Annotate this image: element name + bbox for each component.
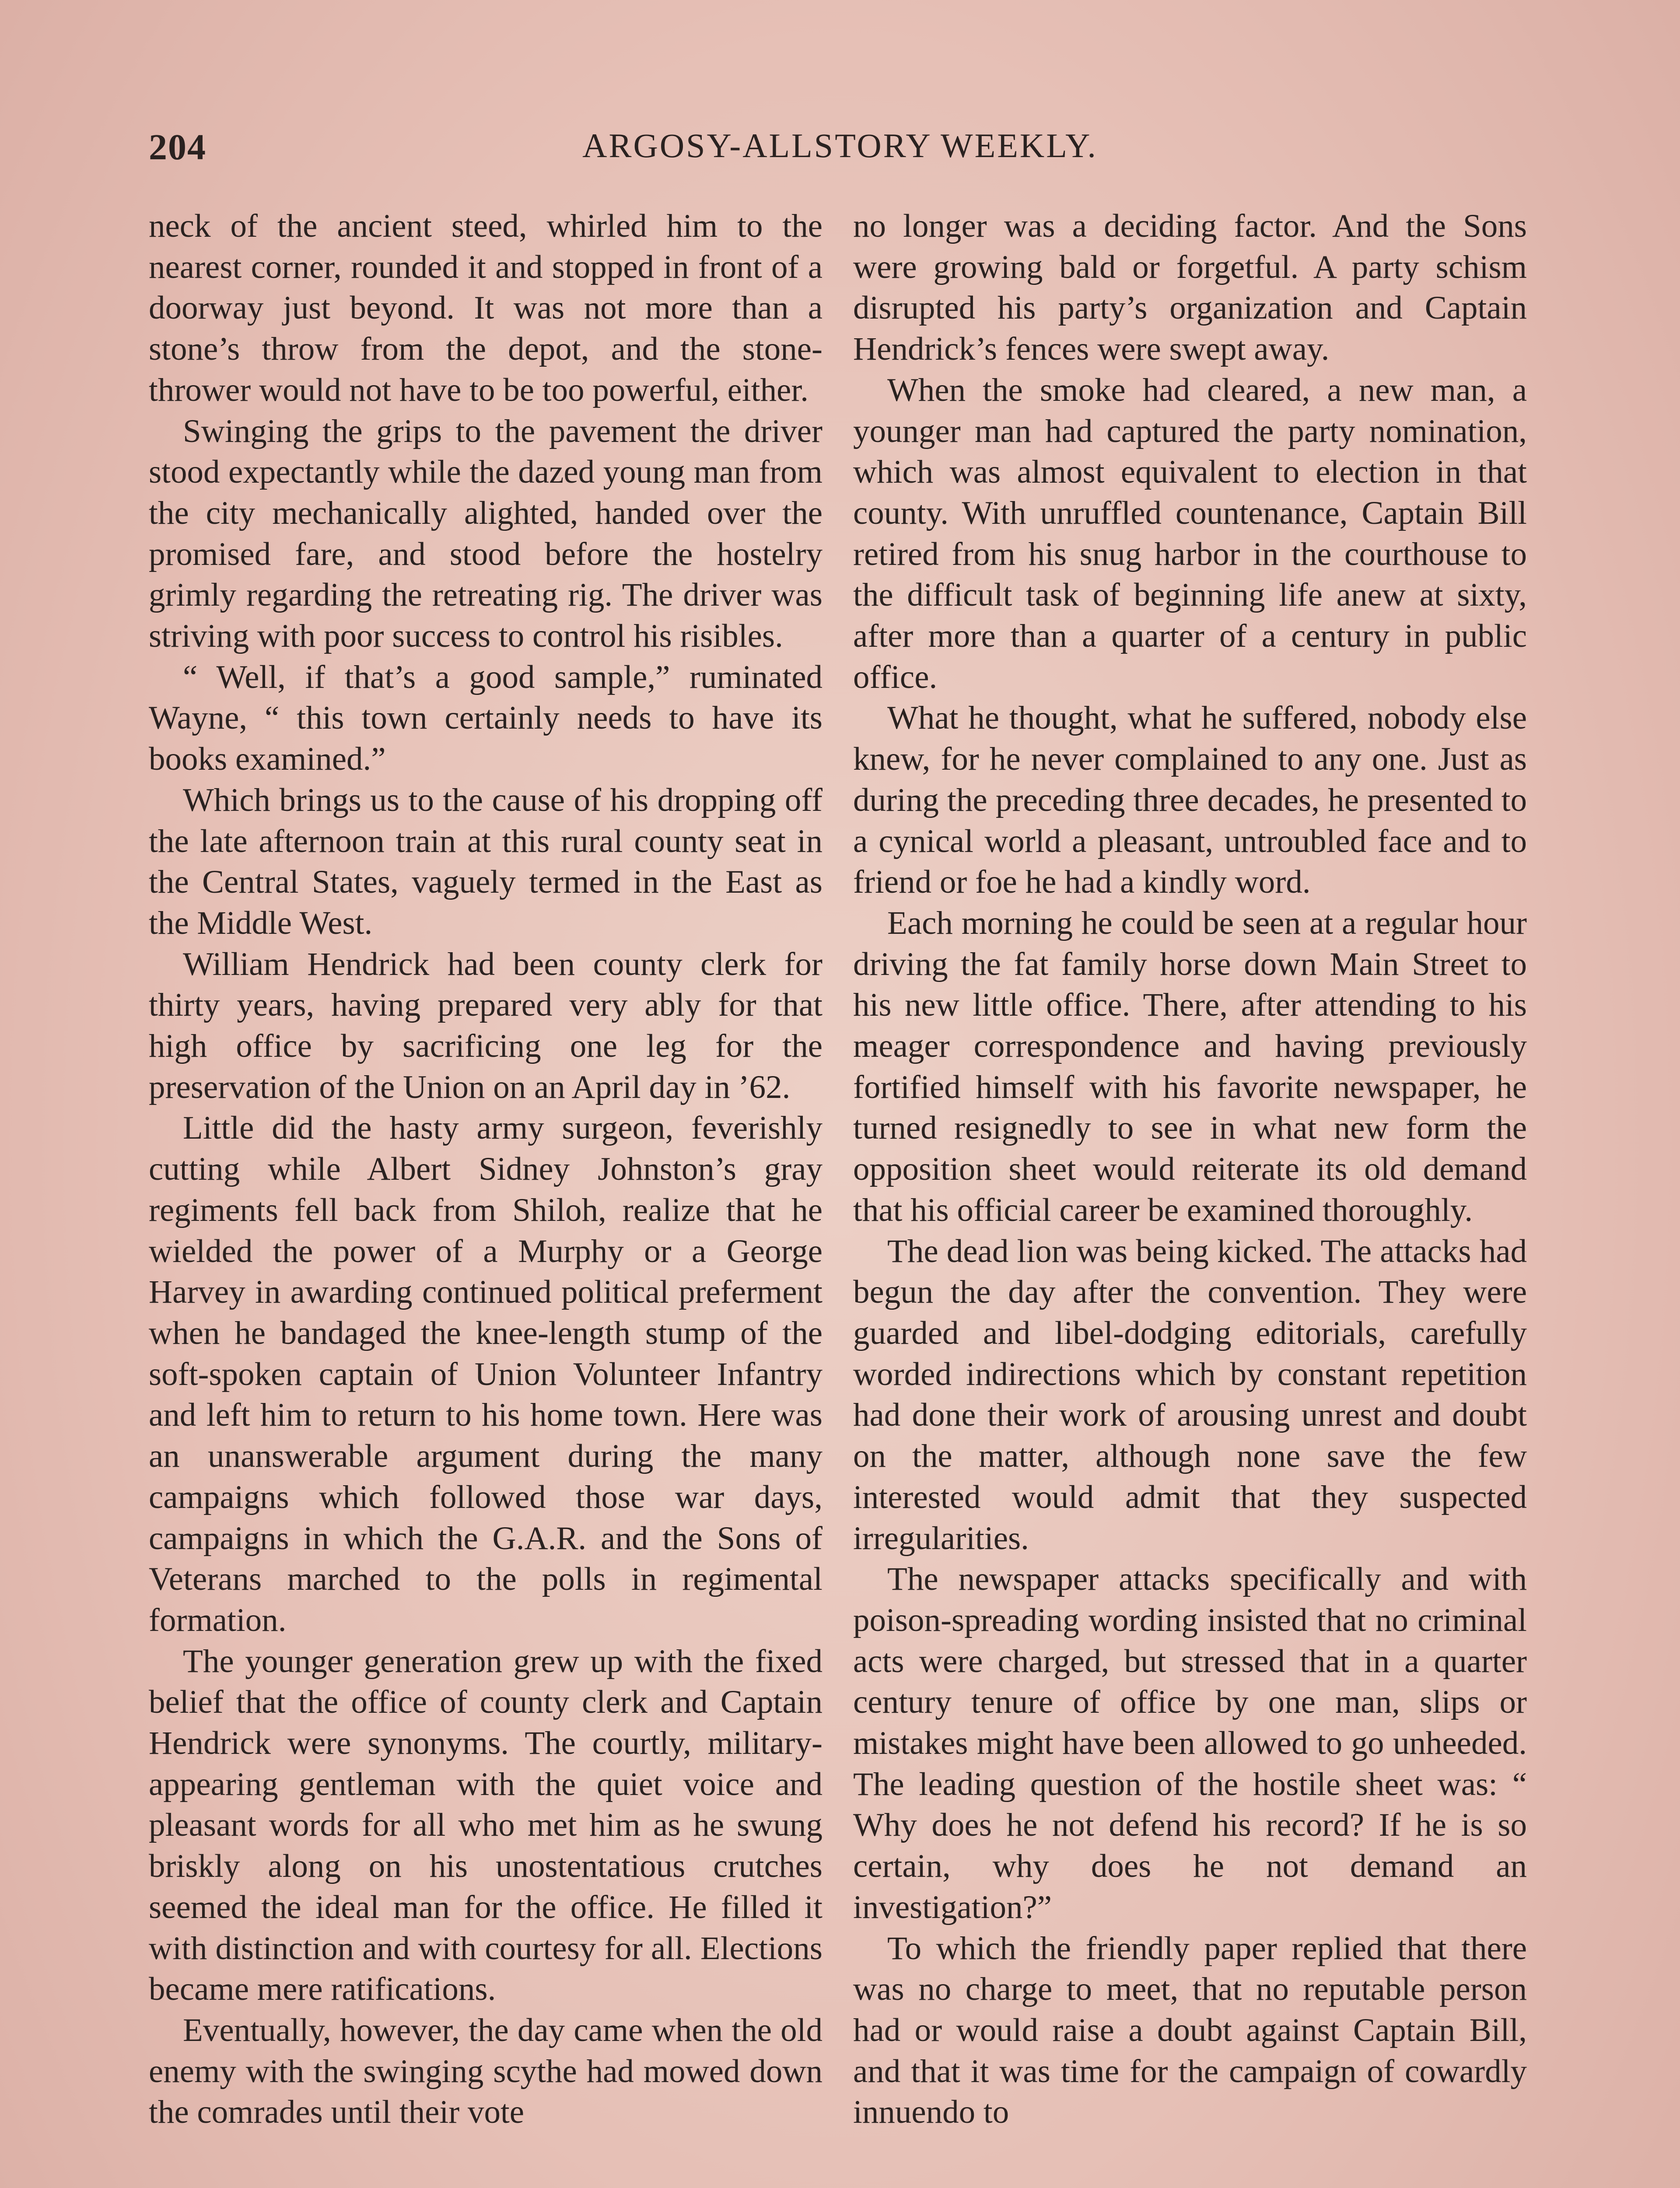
paragraph: The dead lion was being kicked. The attacks had begun the day after the convention. They were guarded and libel-dodging editorials, carefully worded indirections which by constant repetition had done their work of arousing unrest and doubt on the matter, although none save the few interested would admit that they suspected irregularities. (853, 1233, 1527, 1557)
paragraph: no longer was a deciding factor. And the Sons were growing bald or forgetful. A party schism disrupted his party’s organization and Captain Hendrick’s fences were swept away. (853, 208, 1527, 368)
paragraph: Little did the hasty army surgeon, feverishly cutting while Albert Sidney Johnston’s gray regiments fell back from Shiloh, realize that he wielded the power of a Murphy or a George Harvey in awarding continued political preferment when he bandaged the knee-length stump of the soft-spoken captain of Union Volunteer Infantry and left him to return to his home town. Here was an unanswerable argument during the many campaigns which followed those war days, campaigns in which the G.A.R. and the Sons of Veterans marched to the polls in regimental formation. (149, 1110, 822, 1638)
paragraph: Swinging the grips to the pavement the driver stood expectantly while the dazed young man from the city mechanically alighted, handed over the promised fare, and stood before the hostelry grimly regarding the retreating rig. The driver was striving with poor success to control his risibles. (149, 413, 822, 655)
paragraph: neck of the ancient steed, whirled him to the nearest corner, rounded it and stopped in front of a doorway just beyond. It was not more than a stone’s throw from the depot, and the stone-thrower would not have to be too powerful, either. (149, 208, 822, 408)
paragraph: “ Well, if that’s a good sample,” ruminated Wayne, “ this town certainly needs to have its books examined.” (149, 659, 822, 778)
left-column (149, 206, 822, 2188)
page-header (149, 126, 1531, 179)
paragraph: Which brings us to the cause of his dropping off the late afternoon train at this rural county seat in the Central States, vaguely termed in the East as the Middle West. (149, 782, 822, 941)
paragraph: To which the friendly paper replied that there was no charge to meet, that no reputable person had or would raise a doubt against Captain Bill, and that it was time for the campaign of cowardly innuendo to (853, 1930, 1527, 2131)
paragraph: The newspaper attacks specifically and with poison-spreading wording insisted that no criminal acts were charged, but stressed that in a quarter century tenure of office by one man, slips or mistakes might have been allowed to go unheeded. The leading question of the hostile sheet was: “ Why does he not defend his record? If he is so certain, why does he not demand an investigation?” (853, 1561, 1527, 1925)
paragraph: The younger generation grew up with the fixed belief that the office of county clerk and Captain Hendrick were synonyms. The courtly, military-appearing gentleman with the quiet voice and pleasant words for all who met him as he swung briskly along on his unostentatious crutches seemed the ideal man for the office. He filled it with distinction and with courtesy for all. Elections became mere ratifications. (149, 1643, 822, 2008)
paragraph: When the smoke had cleared, a new man, a younger man had captured the party nomination, which was almost equivalent to election in that county. With unruffled countenance, Captain Bill retired from his snug harbor in the courthouse to the difficult task of beginning life anew at sixty, after more than a quarter of a century in public office. (853, 372, 1527, 695)
paragraph: Eventually, however, the day came when the old enemy with the swinging scythe had mowed down the comrades until their vote (149, 2012, 822, 2131)
paragraph: William Hendrick had been county clerk for thirty years, having prepared very ably for that high office by sacrificing one leg for the preservation of the Union on an April day in ’62. (149, 946, 822, 1105)
paragraph: Each morning he could be seen at a regular hour driving the fat family horse down Main Street to his new little office. There, after attending to his meager correspondence and having previously fortified himself with his favorite newspaper, he turned resignedly to see in what new form the opposition sheet would reiterate its old demand that his official career be examined thoroughly. (853, 905, 1527, 1228)
right-column (853, 206, 1527, 2188)
page-number: 204 (149, 127, 206, 168)
paragraph: What he thought, what he suffered, nobody else knew, for he never complained to any one. Just as during the preceding three decades, he presented to a cynical world a pleasant, untroubled face and to friend or foe he had a kindly word. (853, 700, 1527, 901)
running-head: ARGOSY-ALLSTORY WEEKLY. (582, 126, 1098, 165)
